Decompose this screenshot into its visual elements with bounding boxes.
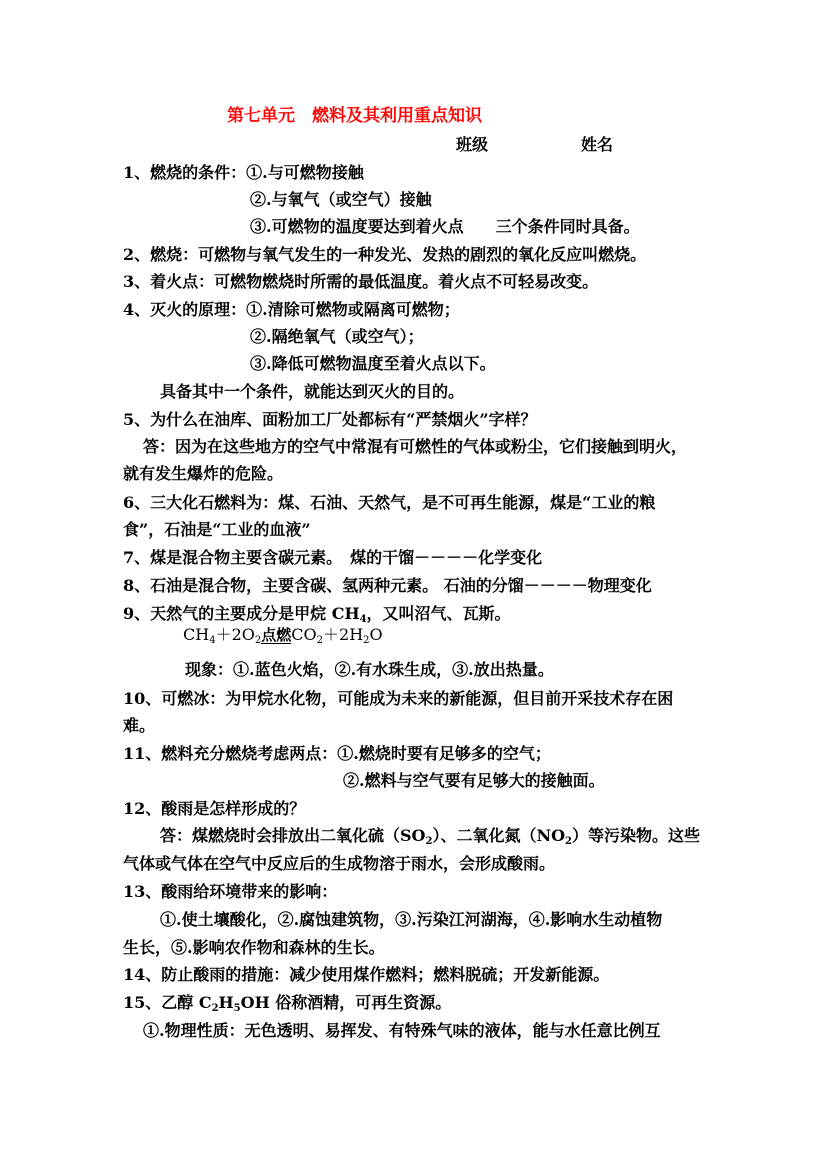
- item-9-text-pre: 9、天然气的主要成分是甲烷 CH: [123, 604, 360, 623]
- item-3: 3、着火点：可燃物燃烧时所需的最低温度。着火点不可轻易改变。: [123, 272, 599, 291]
- item-9-phenomena: 现象：①.蓝色火焰，②.有水珠生成，③.放出热量。: [185, 660, 554, 679]
- item-11-line-1: 11、燃料充分燃烧考虑两点：①.燃烧时要有足够多的空气；: [123, 744, 551, 763]
- reaction-condition: [261, 627, 291, 644]
- item-4-line-1: 4、灭火的原理：①.清除可燃物或隔离可燃物；: [123, 300, 460, 319]
- item-15-sub-a: 2: [211, 1003, 219, 1014]
- item-15-line-1: [123, 993, 451, 1019]
- eq-plus-h: ＋2H: [323, 625, 364, 644]
- eq-sub-2b: 2: [316, 635, 324, 646]
- item-15-sub-b: 5: [233, 1003, 241, 1014]
- item-4-line-2: ②.隔绝氧气（或空气）；: [250, 327, 424, 346]
- class-label: 班级: [456, 135, 489, 154]
- item-15-text-a: 15、乙醇 C: [123, 993, 212, 1012]
- item-4-line-3: ③.降低可燃物温度至着火点以下。: [250, 354, 496, 373]
- item-15-line-2: ①.物理性质：无色透明、易挥发、有特殊气味的液体，能与水任意比例互: [143, 1021, 661, 1040]
- item-12-text-c: ）等污染物。这些: [572, 826, 701, 845]
- item-1-line-1: 1、燃烧的条件：①.与可燃物接触: [123, 163, 364, 182]
- eq-o: O: [369, 625, 383, 644]
- name-label: 姓名: [581, 135, 614, 154]
- item-8: 8、石油是混合物，主要含碳、氢两种元素。 石油的分馏－－－－物理变化: [123, 576, 652, 595]
- item-15-text-b: H: [218, 993, 234, 1012]
- item-12-question: 12、酸雨是怎样形成的？: [123, 799, 306, 818]
- item-12-sub-a: 2: [425, 836, 433, 847]
- eq-ch: CH: [183, 625, 210, 644]
- item-10-line-1: 10、可燃冰：为甲烷水化物，可能成为未来的新能源，但目前开采技术存在困: [123, 689, 674, 708]
- eq-sub-2c: 2: [363, 635, 370, 646]
- eq-sub-2a: 2: [254, 635, 262, 646]
- item-5-question: 5、为什么在油库、面粉加工厂处都标有“严禁烟火”字样？: [123, 410, 537, 429]
- item-9-text-post: ，又叫沼气、瓦斯。: [366, 604, 511, 623]
- item-4-line-4: 具备其中一个条件，就能达到灭火的目的。: [160, 382, 465, 401]
- item-13-line-1: ①.使土壤酸化，②.腐蚀建筑物，③.污染江河湖海，④.影响水生动植物: [160, 910, 663, 929]
- item-13-title: 13、酸雨给环境带来的影响：: [123, 882, 338, 901]
- methane-combustion-equation: [183, 625, 383, 651]
- item-12-answer-line-2: 气体或气体在空气中反应后的生成物溶于雨水，会形成酸雨。: [123, 854, 556, 873]
- item-15-text-c: OH 俗称酒精，可再生资源。: [240, 993, 452, 1012]
- item-14: 14、防止酸雨的措施：减少使用煤作燃料；燃料脱硫；开发新能源。: [123, 965, 610, 984]
- item-12-sub-b: 2: [565, 836, 573, 847]
- eq-co: CO: [291, 625, 317, 644]
- item-7: 7、煤是混合物主要含碳元素。 煤的干馏－－－－化学变化: [123, 548, 543, 567]
- reaction-condition-label: 点燃: [261, 626, 292, 644]
- page-title: 第七单元 燃料及其利用重点知识: [227, 106, 482, 126]
- item-12-text-b: ）、二氧化氮（NO: [432, 826, 566, 845]
- item-1-line-3: ③.可燃物的温度要达到着火点 三个条件同时具备。: [250, 217, 640, 236]
- item-5-answer-line-2: 就有发生爆炸的危险。: [123, 464, 284, 483]
- eq-plus-o: ＋2O: [215, 625, 255, 644]
- item-12-answer-line-1: [160, 826, 700, 852]
- item-6-line-2: 食”，石油是“工业的血液”: [123, 520, 311, 539]
- item-11-line-2: ②.燃料与空气要有足够大的接触面。: [343, 771, 605, 790]
- item-6-line-1: 6、三大化石燃料为：煤、石油、天然气，是不可再生能源，煤是“工业的粮: [123, 493, 656, 512]
- item-2: 2、燃烧：可燃物与氧气发生的一种发光、发热的剧烈的氧化反应叫燃烧。: [123, 245, 647, 264]
- item-10-line-2: 难。: [123, 716, 156, 735]
- item-5-answer-line-1: 答：因为在这些地方的空气中常混有可燃性的气体或粉尘，它们接触到明火，: [143, 437, 688, 456]
- item-13-line-2: 生长，⑤.影响农作物和森林的生长。: [123, 938, 385, 957]
- eq-sub-4: 4: [209, 635, 216, 646]
- item-12-text-a: 答：煤燃烧时会排放出二氧化硫（SO: [160, 826, 426, 845]
- item-9-sub: 4: [359, 614, 367, 625]
- item-1-line-2: ②.与氧气（或空气）接触: [250, 190, 432, 209]
